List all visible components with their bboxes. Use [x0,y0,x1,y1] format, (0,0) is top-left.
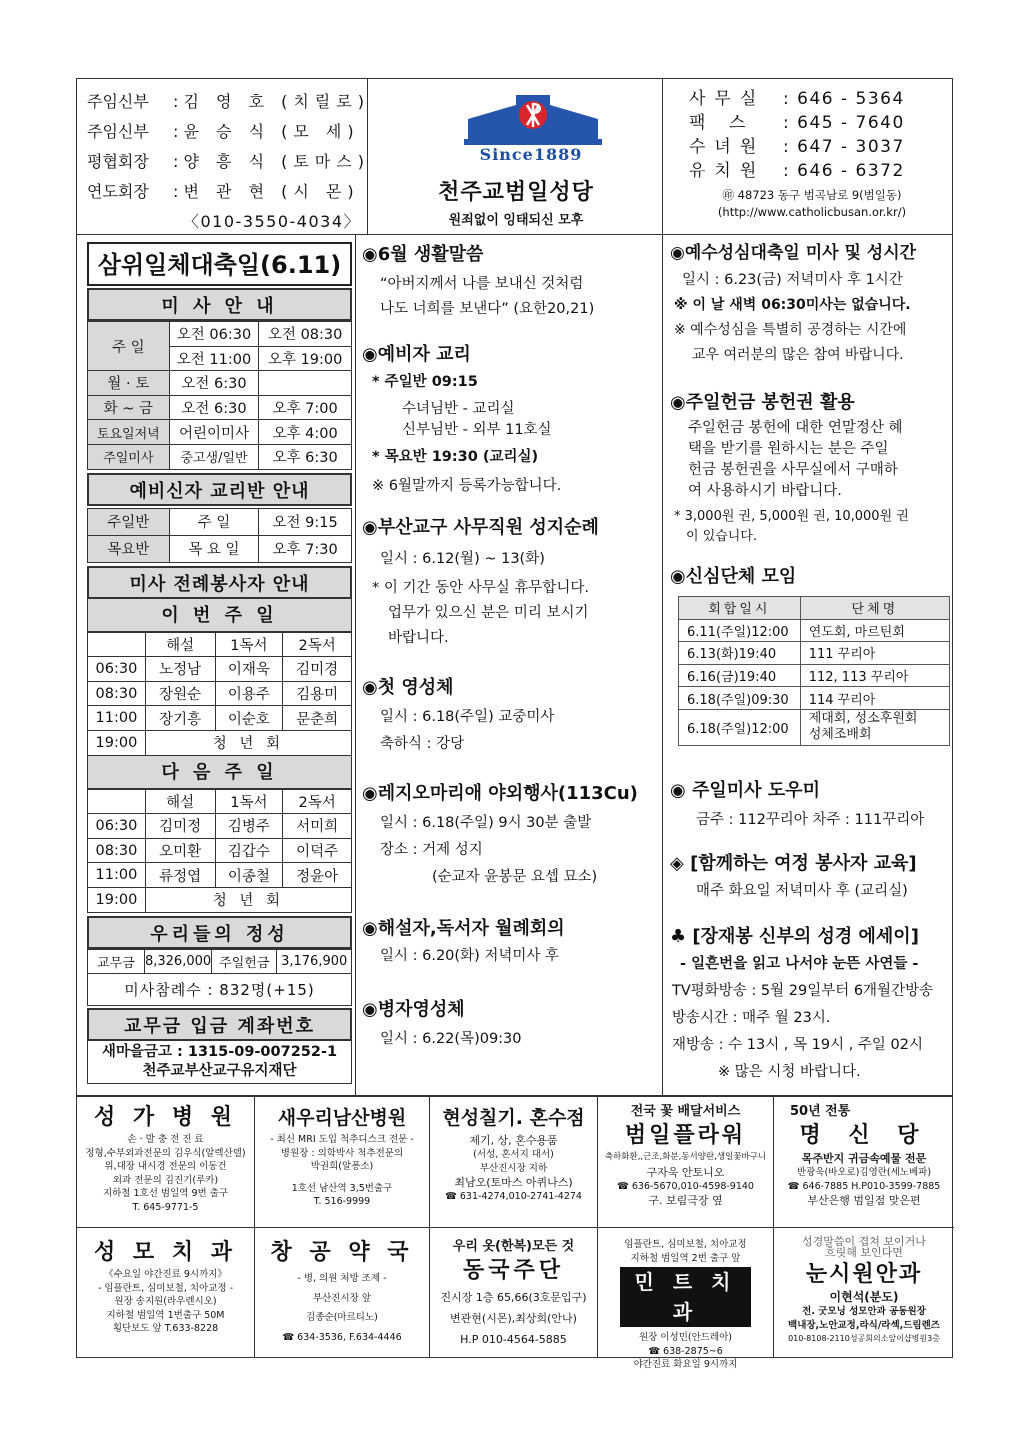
ad-text: - 임플란트, 심미보철, 치아교정 - [97,1282,234,1294]
left-column [87,242,352,1084]
ad-text: ☎ 638-2875~6 [648,1345,723,1357]
contact-label: 팩 스 [689,113,755,133]
ad-nunsiwon-eye-clinic [774,1228,954,1358]
group-name: 111 꾸리아 [800,642,949,665]
bible-essay-subtitle: - 일흔번을 읽고 나서야 눈뜬 사연들 - [680,955,919,972]
mass-time: 08:30 [88,838,146,863]
right-column [670,240,952,1085]
mass-day: 주 일 [88,322,170,371]
monthly-word-title: ◉6월 생활말씀 [362,244,484,265]
ad-sungga-hospital [77,1097,255,1227]
ad-title: 현성칠기. 혼수점 [442,1107,585,1129]
server-name: 문춘희 [283,706,352,731]
catechumen-notice-text: * 목요반 19:30 (교리실) [372,449,539,465]
server-name: 김용미 [283,681,352,706]
ad-text: 최남오(토마스 아퀴나스) [454,1176,573,1189]
catechumen-title: 예비신자 교리반 안내 [87,473,352,506]
ad-text: 부산은행 범일점 맞은편 [807,1194,921,1207]
ad-text: 전. 굿모닝 성모안과 공동원장 [802,1306,926,1317]
next-week-title: 다 음 주 일 [87,756,352,789]
clergy-name: 양 흥 식 (토마스) [183,152,370,171]
mass-schedule-title: 미 사 안 내 [87,288,352,321]
server-name: 김병주 [215,814,283,839]
catechumen-notice-text: * 주일반 09:15 [372,374,478,390]
sick-communion-text: 일시 : 6.22(목)09:30 [380,1031,522,1047]
ad-text: 지하철 1호선 범일역 9번 출구 [102,1188,229,1199]
readers-meeting-text: 일시 : 6.20(화) 저녁미사 후 [380,948,559,964]
ad-text: 병원장 : 의학박사 척추전문의 [280,1147,404,1159]
header [76,78,953,234]
clergy-role: 주임신부 [87,122,149,141]
sacred-heart-text: ※ 이 날 새벽 06:30미사는 없습니다. [674,297,911,313]
offering-title: 우리들의 정성 [87,916,352,949]
ad-text: 구. 보림극장 옆 [648,1194,723,1207]
server-name: 김갑수 [215,838,283,863]
server-name: 정윤아 [283,863,352,888]
church-name: 천주교범일성당 [438,180,594,205]
mass-time: 오전 6:30 [169,371,259,396]
ad-text: ☎ 631-4274,010-2741-4274 [445,1191,582,1202]
mass-day: 월 · 토 [88,371,170,396]
bible-essay-title: ♣ [장재봉 신부의 성경 에세이] [670,925,919,947]
ad-text: 정형,수부외과전문의 김우식(알렉산델) [85,1147,246,1159]
ad-title: 동국주단 [462,1258,564,1283]
clergy-role: 평협회장 [87,152,149,171]
ad-text: 반광욱(바오로)김영란(세노베파) [796,1167,932,1178]
ad-text: ☎ 646-7885 H.P010-3599-7885 [787,1180,941,1192]
ad-title: 창 공 약 국 [270,1240,414,1265]
mass-time: 오전 06:30 [169,322,259,347]
ad-text: 목주반지 귀금속예물 전문 [801,1152,927,1165]
church-motto: 원죄없이 잉태되신 모후 [448,213,584,228]
ad-changgong-pharmacy [255,1228,430,1358]
ad-text: 임플란트, 심미보철, 치아교정 [624,1239,747,1250]
legio-event-text: (순교자 윤봉문 요셉 묘소) [432,869,598,885]
catechumen-notice-title: ◉예비자 교리 [362,344,471,365]
ad-text: 백내장,노안교정,라식/라섹,드림렌즈 [788,1319,940,1331]
group-date: 6.13(화)19:40 [679,642,801,665]
offering-ticket-text: 여 사용하시기 바랍니다. [688,483,842,499]
mass-time: 19:00 [88,730,146,755]
bible-essay-text: TV평화방송 : 5월 29일부터 6개월간방송 [672,982,934,999]
pilgrimage-text: * 이 기간 동안 사무실 휴무합니다. [372,580,589,596]
ad-title: 새우리남산병원 [277,1107,407,1129]
offering-table [87,949,352,1007]
contact-label: 수녀원 [689,137,766,157]
class-name: 주일반 [88,508,170,535]
mass-type: 중고생/일반 [169,444,259,469]
offering-ticket-text: 택을 받기를 원하시는 분은 주일 [688,441,889,457]
pilgrimage-title: ◉부산교구 사무직원 성지순례 [362,517,599,538]
ad-title: 눈시원안과 [805,1262,923,1287]
account-title: 교무금 입금 계좌번호 [87,1008,352,1041]
mass-schedule-table [87,321,352,470]
class-day: 목 요 일 [169,535,259,562]
mass-time: 오후 19:00 [259,346,352,371]
catechumen-notice-text: 신부님반 - 외부 11호실 [402,422,552,438]
bible-essay-text: ※ 많은 시청 바랍니다. [718,1063,861,1080]
ad-dongguk-silk [430,1228,598,1358]
ad-text: ☎ 634-3536, F.634-4446 [282,1331,402,1343]
ad-text: 변관현(시몬),최상희(안나) [450,1312,577,1325]
mass-time: 06:30 [88,814,146,839]
ad-beomil-flower [598,1097,774,1227]
readers-meeting-title: ◉해설자,독서자 월례회의 [362,918,565,939]
contact-label: 사무실 [689,89,766,109]
ad-text: 박권희(알퐁소) [310,1161,374,1172]
group-date: 6.16(금)19:40 [679,664,801,687]
ad-text: 위,대장 내시경 전문의 이동건 [104,1161,227,1172]
groups-header: 회합일시 [679,597,801,620]
ad-subtitle: 우리 옷(한복)모든 것 [452,1239,575,1254]
ad-text: 진시장 1층 65,66(3호문입구) [440,1291,587,1304]
contact-number: : 646 - 5364 [783,89,905,109]
group-name: 114 꾸리아 [800,687,949,710]
ad-text: 원장 이성민(안드레아) [638,1332,733,1343]
mass-type: 어린이미사 [169,420,259,445]
mass-helper-title: ◉ 주일미사 도우미 [670,779,820,801]
server-group: 청 년 회 [145,730,351,755]
ad-text: H.P 010-4564-5885 [460,1333,567,1346]
mass-time: 06:30 [88,657,146,682]
feast-title: 삼위일체대축일(6.11) [87,242,352,286]
account-info [87,1041,352,1084]
server-name: 이종철 [215,863,283,888]
role-header: 2독서 [283,632,352,657]
ad-title: 민 트 치 과 [620,1267,751,1327]
ad-text: - 병, 의원 처방 조제 - [297,1273,387,1284]
clergy-list: 주임신부 : 김 영 호 (치릴로) 주임신부 : 윤 승 식 (모 세) 평협회장 : 양 흥 식 (토마스) 연도회장 : 변 관 현 (시 몬) 〈010-3550-4034〉 [87,87,377,237]
ad-myungsin-jewelry [774,1097,954,1227]
pilgrimage-text: 바랍니다. [388,630,449,646]
contact-number: : 645 - 7640 [783,113,905,133]
server-name: 노정남 [145,657,215,682]
middle-column [362,242,662,1052]
sacred-heart-text: 일시 : 6.23(금) 저녁미사 후 1시간 [682,272,903,288]
catechumen-notice-text: ※ 6월말까지 등록가능합니다. [372,478,562,494]
offering-ticket-text: 이 있습니다. [686,529,758,544]
server-name: 류정엽 [145,863,215,888]
offering-ticket-text: 주일헌금 봉헌에 대한 연말정산 혜 [688,420,903,436]
ad-text: 제기, 상, 혼수용품 [469,1134,558,1147]
ad-text: 야간진료 화요일 9시까지 [633,1359,738,1370]
bible-essay-text: 방송시간 : 매주 월 23시. [672,1009,831,1026]
mass-time: 11:00 [88,706,146,731]
ad-subtitle: 50년 전통 [790,1104,851,1119]
ad-text: 010-8108-2110성공회의소앞이샵병원3층 [788,1334,940,1343]
pilgrimage-text: 업무가 있으신 분은 미리 보시기 [388,605,589,621]
ad-text: 지하철 범일역 1번출구 50M [106,1309,225,1321]
mass-day: 토요일저녁 [88,420,170,445]
class-name: 목요반 [88,535,170,562]
first-communion-text: 축하식 : 강당 [380,736,465,752]
offering-label: 교무금 [88,949,145,974]
server-name: 장기흥 [145,706,215,731]
offering-amount: 3,176,900 [277,949,352,974]
offering-ticket-text: 헌금 봉헌권을 사무실에서 구매하 [688,462,898,478]
group-name: 연도회, 마르틴회 [800,619,949,642]
mass-time: 11:00 [88,863,146,888]
role-header: 1독서 [215,789,283,814]
ad-saeuri-hospital [255,1097,430,1227]
mass-day: 주일미사 [88,444,170,469]
offering-label: 주일헌금 [212,949,277,974]
mass-time: 19:00 [88,887,146,912]
ad-title: 범일플라워 [624,1123,747,1148]
column-divider [355,235,356,1097]
ad-text: 구자욱 안토니오 [646,1165,725,1179]
account-holder: 천주교부산교구유지재단 [142,1063,297,1080]
group-name-line: 제대회, 성소후원회 [808,711,918,727]
ad-title: 성 모 치 과 [94,1240,237,1265]
server-name: 이순호 [215,706,283,731]
this-week-servers-table [87,632,352,756]
sick-communion-title: ◉병자영성체 [362,999,465,1020]
sacred-heart-text: 교우 여러분의 많은 참여 바랍니다. [692,347,904,363]
ad-text: 손 · 발 충 전 진 료 [127,1134,204,1145]
role-header: 1독서 [215,632,283,657]
clergy-name: 변 관 현 (시 몬) [183,182,360,201]
server-name: 서미희 [283,814,352,839]
group-date: 6.11(주일)12:00 [679,619,801,642]
server-group: 청 년 회 [145,887,351,912]
pilgrimage-text: 일시 : 6.12(월) ~ 13(화) [380,551,545,567]
ad-sungmo-dental [77,1228,255,1358]
ad-text: 횡단보도 앞 T.633-8228 [112,1323,219,1334]
account-number: 새마을금고 : 1315-09-007252-1 [101,1044,338,1061]
legio-event-title: ◉레지오마리애 야외행사(113Cu) [362,783,638,804]
ad-text: 성경말씀이 겹쳐 보이거나 [802,1235,926,1248]
clergy-role: 주임신부 [87,92,149,111]
logo-since-text: Since1889 [479,145,583,164]
clergy-name: 김 영 호 (치릴로) [183,92,370,111]
server-name: 이재욱 [215,657,283,682]
next-week-servers-table [87,789,352,913]
sacred-heart-title: ◉예수성심대축일 미사 및 성시간 [670,243,917,263]
first-communion-title: ◉첫 영성체 [362,677,454,698]
column-divider [662,235,663,1097]
ad-text: 김종순(마르티노) [306,1312,378,1323]
class-time: 오전 9:15 [259,508,352,535]
server-name: 이용주 [215,681,283,706]
ad-text: 《수요일 야간진료 9시까지》 [104,1269,227,1280]
class-day: 주 일 [169,508,259,535]
ad-text: 1호선 남산역 3,5번출구 [291,1182,393,1194]
contact-numbers [689,87,949,221]
group-name: 112, 113 꾸리아 [800,664,949,687]
catechumen-table [87,508,352,563]
ad-text: (서성, 혼서지 대서) [473,1149,554,1160]
ad-text: 부산진시장 지하 [479,1162,548,1174]
ad-text: 지하철 범일역 2번 출구 앞 [630,1252,741,1264]
servers-title: 미사 전례봉사자 안내 [87,566,352,599]
clergy-role: 연도회장 [87,182,149,201]
monthly-word-text: “아버지께서 나를 보내신 것처럼 [380,276,584,292]
journey-training-title: ◈ [함께하는 여정 봉사자 교육] [670,852,917,874]
offering-ticket-title: ◉주일헌금 봉헌권 활용 [670,392,855,413]
mass-helper-text: 금주 : 112꾸리아 차주 : 111꾸리아 [696,811,925,828]
ad-text: 이현석(분도) [829,1290,899,1304]
church-address: ㊞ 48723 동구 범곡남로 9(범일동) [722,188,902,202]
ad-subtitle: 전국 꽃 배달서비스 [630,1104,741,1119]
mass-time: 오후 4:00 [259,420,352,445]
legio-event-text: 장소 : 거제 성지 [380,842,483,858]
attendance-count: 미사참례수 : 832명(+15) [88,974,352,1006]
ad-text: 흐릿해 보인다면 [825,1246,903,1259]
ad-text: 부산진시장 앞 [312,1292,372,1304]
role-header: 해설 [145,632,215,657]
contact-phone: 〈010-3550-4034〉 [183,212,362,231]
ad-title: 명 신 당 [799,1123,929,1148]
class-time: 오후 7:30 [259,535,352,562]
offering-amount: 8,326,000 [144,949,211,974]
group-date: 6.18(주일)12:00 [679,709,801,745]
journey-training-text: 매주 화요일 저녁미사 후 (교리실) [696,882,908,899]
sacred-heart-text: ※ 예수성심을 특별히 공경하는 시간에 [674,322,907,338]
groups-table [678,596,950,746]
ad-mint-dental [598,1228,774,1370]
server-name: 오미환 [145,838,215,863]
mass-day: 화 ~ 금 [88,395,170,420]
first-communion-text: 일시 : 6.18(주일) 교중미사 [380,709,555,725]
offering-ticket-text: * 3,000원 권, 5,000원 권, 10,000원 권 [674,509,909,524]
server-name: 김미경 [283,657,352,682]
group-name [800,709,949,745]
ad-title: 성 가 병 원 [94,1105,237,1130]
server-name: 김미정 [145,814,215,839]
monthly-word-text: 나도 너희를 보낸다” (요한20,21) [380,301,595,317]
group-date: 6.18(주일)09:30 [679,687,801,710]
ad-text: T. 516-9999 [313,1196,371,1207]
server-name: 이덕주 [283,838,352,863]
contact-number: : 647 - 3037 [783,137,905,157]
ad-text: T. 645-9771-5 [132,1201,199,1213]
role-header: 2독서 [283,789,352,814]
church-website-link[interactable]: (http://www.catholicbusan.or.kr/) [717,205,907,219]
bible-essay-text: 재방송 : 수 13시 , 목 19시 , 주일 02시 [672,1036,924,1053]
mass-time: 오전 11:00 [169,346,259,371]
mass-time: 08:30 [88,681,146,706]
ad-text: 원장 송지원(라우렌시오) [114,1296,217,1307]
server-name: 장원순 [145,681,215,706]
legio-event-text: 일시 : 6.18(주일) 9시 30분 출발 [380,815,592,831]
mass-time: 오후 6:30 [259,444,352,469]
this-week-title: 이 번 주 일 [87,599,352,632]
ad-text: ☎ 636-5670,010-4598-9140 [617,1180,754,1192]
group-name-line: 성체조배회 [808,727,872,743]
contact-label: 유치원 [689,161,766,181]
groups-header: 단체명 [800,597,949,620]
ad-text: 외과 전문의 김진기(루카) [112,1174,219,1186]
catechumen-notice-text: 수녀님반 - 교리실 [402,401,515,417]
clergy-name: 윤 승 식 (모 세) [183,122,360,141]
groups-title: ◉신심단체 모임 [670,566,797,587]
ad-text: 축하화환,,근조,화분,동서양란,생일꽃바구니 [604,1152,767,1162]
mass-time: 오전 08:30 [259,322,352,347]
church-logo-block [367,79,663,235]
mass-time: 오전 6:30 [169,395,259,420]
ad-hyunsung-lacquer [430,1097,598,1227]
mass-time: 오후 7:00 [259,395,352,420]
role-header: 해설 [145,789,215,814]
ad-text: - 최신 MRI 도입 척추디스크 전문 - [270,1134,414,1145]
advertisements [76,1096,953,1370]
contact-number: : 646 - 6372 [783,161,905,181]
